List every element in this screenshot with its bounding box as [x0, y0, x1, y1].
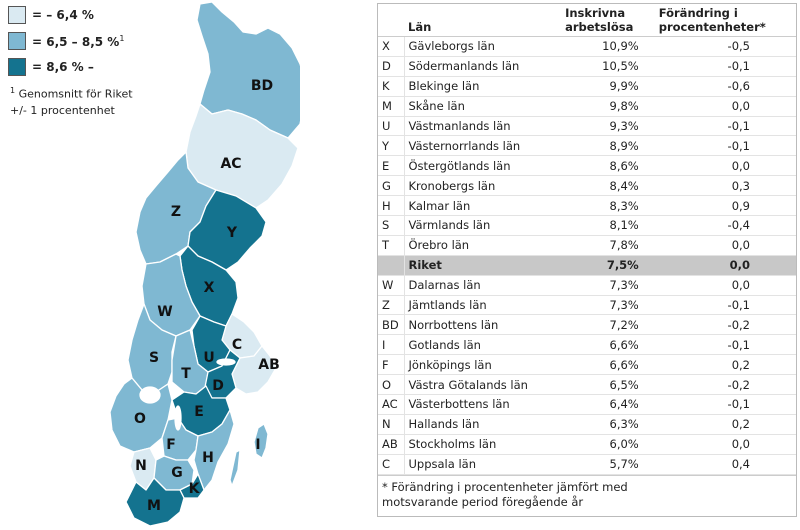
footnote-text-1: Genomsnitt för Riket: [15, 87, 133, 101]
cell-change: 0,3: [655, 176, 796, 196]
map-label-N: N: [135, 458, 147, 474]
table-row: [378, 196, 796, 216]
cell-name: Gävleborgs län: [404, 37, 561, 57]
cell-value: 7,8%: [561, 235, 655, 255]
cell-name: Stockholms län: [404, 434, 561, 454]
cell-code: C: [378, 454, 404, 474]
cell-change: 0,4: [655, 454, 796, 474]
cell-change: -0,1: [655, 295, 796, 315]
map-label-Y: Y: [226, 225, 238, 241]
cell-change: 0,0: [655, 255, 796, 275]
cell-change: -0,4: [655, 216, 796, 236]
cell-value: 5,7%: [561, 454, 655, 474]
lake-vattern: [175, 406, 181, 430]
cell-code: [378, 255, 404, 275]
cell-value: 6,5%: [561, 375, 655, 395]
cell-value: 7,5%: [561, 255, 655, 275]
cell-name: Gotlands län: [404, 335, 561, 355]
cell-value: 6,0%: [561, 434, 655, 454]
map-label-C: C: [231, 337, 243, 353]
cell-value: 10,5%: [561, 56, 655, 76]
table-row: [378, 295, 796, 315]
cell-name: Blekinge län: [404, 76, 561, 96]
header-lan: Län: [404, 4, 561, 37]
legend-swatch-low: [8, 6, 26, 24]
legend-swatch-mid: [8, 32, 26, 50]
cell-code: S: [378, 216, 404, 236]
sweden-map: [100, 0, 300, 530]
cell-name: Skåne län: [404, 96, 561, 116]
cell-change: 0,0: [655, 235, 796, 255]
map-label-AC: AC: [220, 156, 242, 172]
header-change-line1: Förändring i: [658, 6, 738, 20]
cell-name: Riket: [404, 255, 561, 275]
cell-name: Södermanlands län: [404, 56, 561, 76]
legend-label-mid-text: = 6,5 – 8,5 %: [32, 34, 120, 49]
cell-code: AB: [378, 434, 404, 454]
cell-value: 6,6%: [561, 355, 655, 375]
lake-vanern: [140, 387, 160, 403]
header-unemployed: [561, 4, 655, 37]
cell-value: 9,3%: [561, 116, 655, 136]
table-row: [378, 96, 796, 116]
cell-value: 8,1%: [561, 216, 655, 236]
cell-name: Västmanlands län: [404, 116, 561, 136]
cell-change: 0,9: [655, 196, 796, 216]
table-row: [378, 355, 796, 375]
map-label-AB: AB: [258, 357, 280, 373]
cell-name: Uppsala län: [404, 454, 561, 474]
cell-code: W: [378, 275, 404, 295]
cell-value: 8,9%: [561, 136, 655, 156]
cell-change: 0,0: [655, 96, 796, 116]
cell-change: -0,1: [655, 116, 796, 136]
map-label-E: E: [194, 404, 204, 420]
cell-code: G: [378, 176, 404, 196]
cell-change: -0,2: [655, 375, 796, 395]
table-row: [378, 395, 796, 415]
map-label-F: F: [166, 437, 176, 453]
map-label-K: K: [188, 481, 200, 497]
cell-name: Östergötlands län: [404, 156, 561, 176]
map-label-D: D: [212, 378, 224, 394]
map-label-H: H: [202, 450, 214, 466]
header-change-line2: procentenheter*: [658, 20, 766, 34]
cell-name: Västerbottens län: [404, 395, 561, 415]
cell-code: BD: [378, 315, 404, 335]
cell-change: -0,1: [655, 56, 796, 76]
cell-code: U: [378, 116, 404, 136]
cell-code: H: [378, 196, 404, 216]
table-row: [378, 216, 796, 236]
cell-code: AC: [378, 395, 404, 415]
table-row: [378, 56, 796, 76]
table-row: [378, 275, 796, 295]
cell-code: N: [378, 414, 404, 434]
header-unemployed-line2: arbetslösa: [565, 20, 634, 34]
cell-change: -0,1: [655, 395, 796, 415]
cell-name: Hallands län: [404, 414, 561, 434]
unemployment-table-container: [377, 3, 797, 517]
table-row: [378, 414, 796, 434]
table-row: [378, 235, 796, 255]
cell-value: 6,6%: [561, 335, 655, 355]
table-row: [378, 375, 796, 395]
cell-code: M: [378, 96, 404, 116]
footnote-sup: 1: [10, 86, 16, 95]
cell-code: T: [378, 235, 404, 255]
cell-value: 7,2%: [561, 315, 655, 335]
cell-code: Y: [378, 136, 404, 156]
cell-change: -0,1: [655, 136, 796, 156]
table-row: [378, 434, 796, 454]
cell-change: 0,2: [655, 355, 796, 375]
table-footnote-line2: motsvarande period föregående år: [382, 494, 584, 509]
table-row: [378, 454, 796, 474]
map-label-S: S: [148, 350, 160, 366]
cell-change: -0,2: [655, 315, 796, 335]
table-row: [378, 116, 796, 136]
table-body: [378, 37, 796, 475]
header-unemployed-line1: Inskrivna: [565, 6, 626, 20]
cell-value: 7,3%: [561, 295, 655, 315]
cell-code: I: [378, 335, 404, 355]
cell-change: 0,0: [655, 434, 796, 454]
cell-value: 8,3%: [561, 196, 655, 216]
cell-value: 8,4%: [561, 176, 655, 196]
cell-change: -0,6: [655, 76, 796, 96]
table-footnote: [378, 475, 796, 516]
region-oland: [230, 450, 240, 486]
cell-value: 6,3%: [561, 414, 655, 434]
footnote-text-2: +/- 1 procentenhet: [10, 103, 115, 117]
map-label-T: T: [181, 366, 191, 382]
map-label-G: G: [171, 465, 183, 481]
map-label-M: M: [147, 498, 161, 514]
table-row: [378, 156, 796, 176]
table-row: [378, 76, 796, 96]
map-label-W: W: [157, 304, 173, 320]
cell-name: Örebro län: [404, 235, 561, 255]
cell-change: -0,1: [655, 335, 796, 355]
table-row: [378, 335, 796, 355]
cell-value: 9,9%: [561, 76, 655, 96]
map-label-X: X: [203, 280, 215, 296]
cell-name: Jönköpings län: [404, 355, 561, 375]
lake-malaren: [217, 359, 235, 365]
cell-code: O: [378, 375, 404, 395]
cell-value: 9,8%: [561, 96, 655, 116]
table-footnote-line1: * Förändring i procentenheter jämfört med: [382, 479, 628, 494]
cell-change: 0,0: [655, 156, 796, 176]
cell-code: K: [378, 76, 404, 96]
header-change: [655, 4, 796, 37]
cell-code: Z: [378, 295, 404, 315]
cell-name: Kronobergs län: [404, 176, 561, 196]
cell-name: Kalmar län: [404, 196, 561, 216]
table-row: [378, 136, 796, 156]
table-row: [378, 315, 796, 335]
cell-name: Värmlands län: [404, 216, 561, 236]
cell-code: X: [378, 37, 404, 57]
cell-value: 7,3%: [561, 275, 655, 295]
cell-name: Jämtlands län: [404, 295, 561, 315]
legend-label-mid-sup: 1: [119, 33, 125, 43]
map-label-BD: BD: [250, 78, 274, 94]
cell-change: 0,0: [655, 275, 796, 295]
cell-code: F: [378, 355, 404, 375]
cell-code: E: [378, 156, 404, 176]
cell-change: 0,2: [655, 414, 796, 434]
table-header-row: [378, 4, 796, 37]
legend-swatch-high: [8, 58, 26, 76]
cell-name: Dalarnas län: [404, 275, 561, 295]
map-label-U: U: [203, 350, 215, 366]
table-row: [378, 176, 796, 196]
cell-name: Västernorrlands län: [404, 136, 561, 156]
table-row-total: [378, 255, 796, 275]
header-code: [378, 4, 404, 37]
unemployment-table: [378, 4, 796, 475]
cell-value: 8,6%: [561, 156, 655, 176]
legend-label-high: = 8,6 % –: [32, 60, 94, 74]
map-label-Z: Z: [170, 204, 182, 220]
cell-name: Västra Götalands län: [404, 375, 561, 395]
cell-change: -0,5: [655, 37, 796, 57]
cell-code: D: [378, 56, 404, 76]
map-label-O: O: [134, 411, 146, 427]
legend-label-low: = – 6,4 %: [32, 8, 94, 22]
cell-value: 10,9%: [561, 37, 655, 57]
cell-name: Norrbottens län: [404, 315, 561, 335]
table-row: [378, 37, 796, 57]
map-label-I: I: [255, 437, 261, 453]
cell-value: 6,4%: [561, 395, 655, 415]
